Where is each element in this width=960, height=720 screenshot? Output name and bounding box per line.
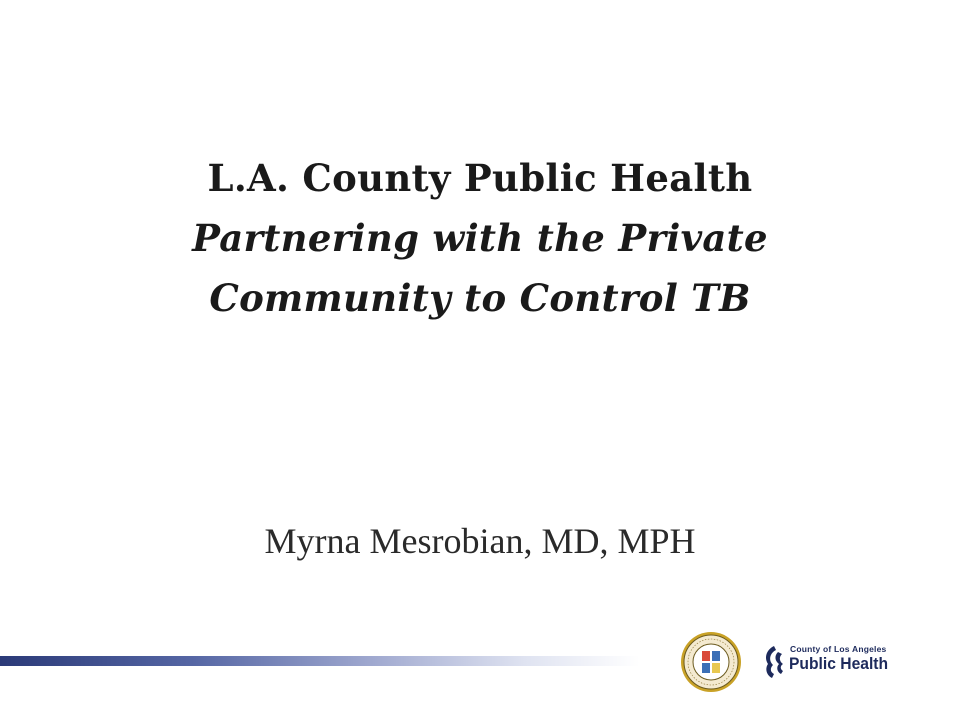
logo-county-text: County of Los Angeles (790, 644, 887, 654)
presenter-name: Myrna Mesrobian, MD, MPH (264, 521, 696, 561)
title-line-3: Community to Control TB (209, 276, 751, 320)
slide-title (60, 148, 900, 328)
footer-gradient-bar (0, 656, 640, 666)
public-health-logo (760, 642, 900, 682)
logo-public-health-text: Public Health (789, 654, 889, 673)
title-line-2: Partnering with the Private (192, 216, 768, 260)
county-seal-icon (680, 631, 742, 693)
public-health-logo-icon (760, 644, 788, 680)
title-line-1: L.A. County Public Health (207, 156, 753, 200)
